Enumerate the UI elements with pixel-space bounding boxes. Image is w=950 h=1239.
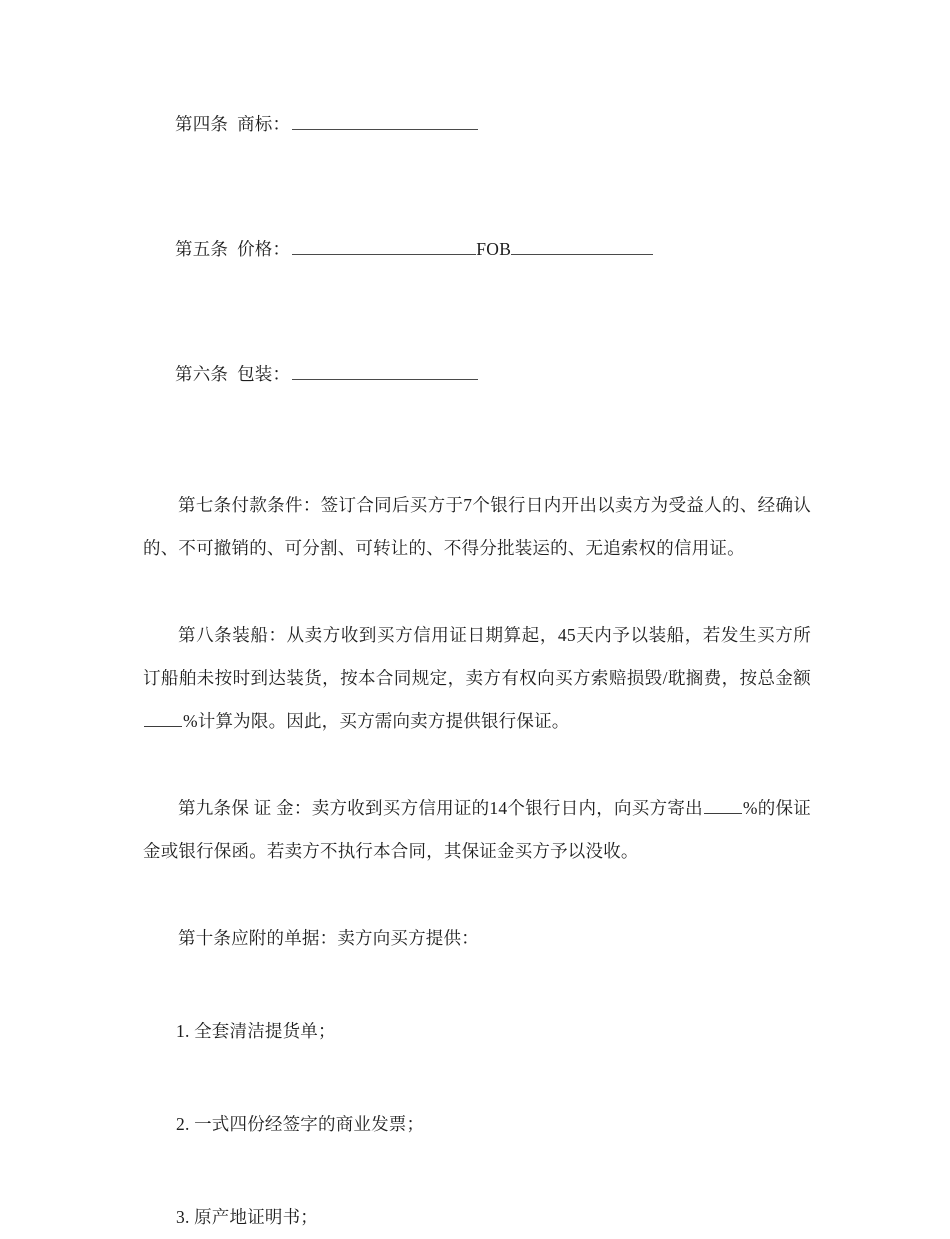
spacer <box>143 315 811 353</box>
clause-documents <box>143 917 811 960</box>
clause-payment-title: 付款条件： <box>231 495 321 515</box>
spacer <box>143 743 811 787</box>
clause-deposit <box>143 787 811 873</box>
clause-payment-text: 签订合同后买方于7个银行日内开出以卖方为受益人的、经确认的、不可撤销的、可分割、可转让的、不得分批装运的、无追索权的信用证。 <box>143 495 811 558</box>
clause-shipment-number: 第八条 <box>178 625 233 645</box>
clause-packing <box>143 353 811 396</box>
clause-deposit-text-part1: 卖方收到买方信用证的14个银行日内，向买方寄出 <box>311 798 703 818</box>
price-term-fob: FOB <box>476 239 512 259</box>
spacer <box>143 190 811 228</box>
document-body <box>143 103 811 1239</box>
shipment-percentage-blank[interactable] <box>144 711 182 727</box>
clause-documents-number: 第十条 <box>178 928 232 948</box>
clause-payment-terms <box>143 484 811 570</box>
clause-price <box>143 228 811 271</box>
document-list-item-2: 2. 一式四份经签字的商业发票； <box>176 1114 425 1134</box>
spacer <box>143 440 811 484</box>
price-blank-field-1[interactable] <box>292 238 476 255</box>
spacer <box>143 1053 811 1103</box>
clause-deposit-title: 保 证 金： <box>231 798 312 818</box>
clause-payment-number: 第七条 <box>178 495 232 515</box>
price-blank-field-2[interactable] <box>511 238 653 255</box>
clause-trademark-number: 第四条 <box>175 114 229 134</box>
clause-documents-title: 应附的单据： <box>231 928 338 948</box>
document-list-item-3: 3. 原产地证明书； <box>176 1207 318 1227</box>
clause-shipment <box>143 614 811 743</box>
clause-packing-number: 第六条 <box>175 364 229 384</box>
clause-shipment-text-part1: 从卖方收到买方信用证日期算起，45天内予以装船，若发生买方所订船舶未按时到达装货，按本合同规定，卖方有权向买方索赔损毁/耽搁费，按总金额 <box>143 625 811 688</box>
packing-blank-field[interactable] <box>292 363 478 380</box>
trademark-blank-field[interactable] <box>292 113 478 130</box>
clause-packing-title: 包装： <box>237 364 291 384</box>
clause-shipment-text-part2: %计算为限。因此，买方需向卖方提供银行保证。 <box>183 711 570 731</box>
clause-trademark-title: 商标： <box>237 114 291 134</box>
spacer <box>143 873 811 917</box>
clause-deposit-text-part2: %的保证金或银行保函。若卖方不执行本合同，其保证金买方予以没收。 <box>143 798 811 861</box>
clause-price-number: 第五条 <box>175 239 229 259</box>
deposit-percentage-blank[interactable] <box>704 798 742 814</box>
spacer <box>143 1146 811 1196</box>
document-list-item-1: 1. 全套清洁提货单； <box>176 1021 336 1041</box>
spacer <box>143 960 811 1010</box>
clause-shipment-title: 装船： <box>232 625 287 645</box>
clause-price-title: 价格： <box>237 239 291 259</box>
clause-deposit-number: 第九条 <box>178 798 232 818</box>
clause-trademark <box>143 103 811 146</box>
clause-documents-text: 卖方向买方提供： <box>337 928 479 948</box>
spacer <box>143 570 811 614</box>
